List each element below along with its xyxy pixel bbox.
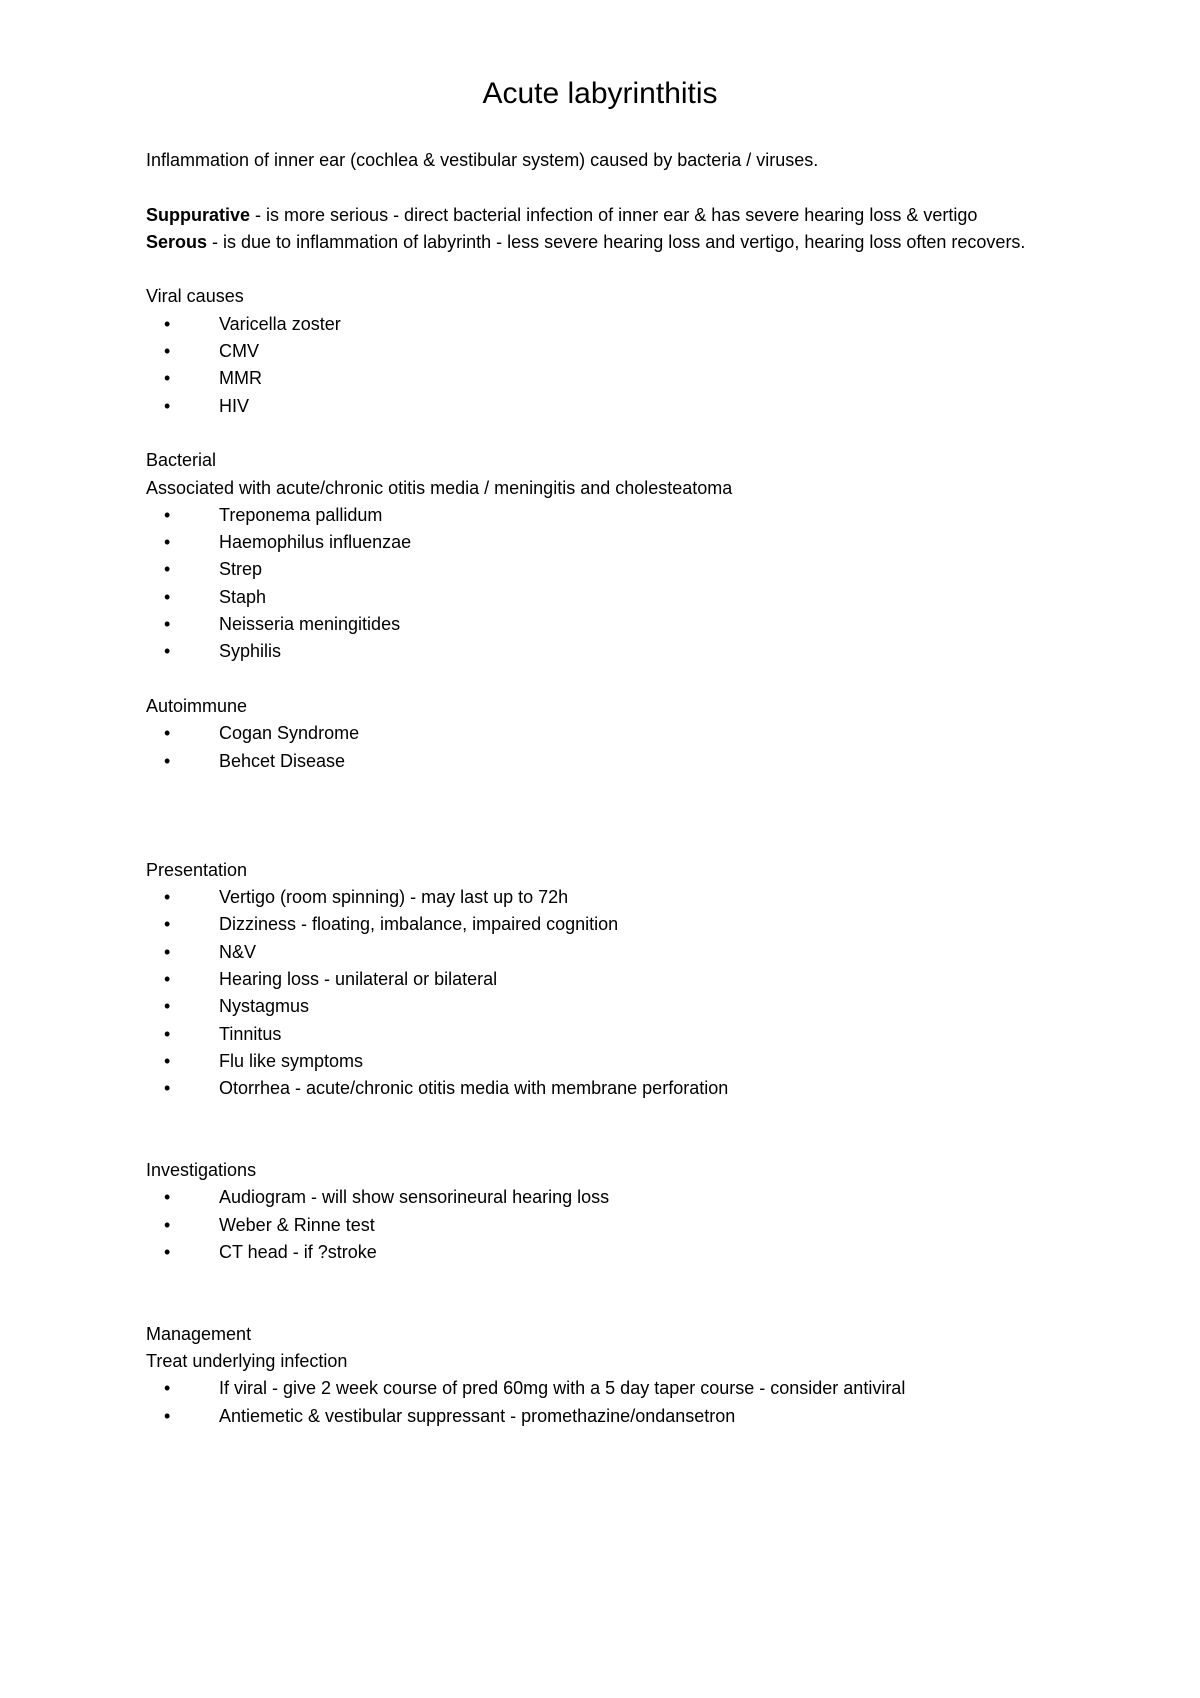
suppurative-term: Suppurative <box>146 204 251 225</box>
list-item <box>146 556 1066 583</box>
list-item <box>146 966 1066 993</box>
list-item <box>146 529 1066 556</box>
list-item <box>146 1075 1066 1102</box>
bullet-icon: • <box>164 887 171 908</box>
bullet-icon: • <box>164 504 171 525</box>
bullet-icon: • <box>164 750 171 771</box>
list-item-text: Cogan Syndrome <box>219 723 360 744</box>
list-item-text: Antiemetic & vestibular suppressant - promethazine/ondansetron <box>219 1405 736 1426</box>
document-title: Acute labyrinthitis <box>482 77 718 110</box>
bullet-icon: • <box>164 1187 171 1208</box>
bullet-icon: • <box>164 1078 171 1099</box>
bullet-icon: • <box>164 996 171 1017</box>
bullet-icon: • <box>164 559 171 580</box>
list-item <box>146 720 1066 747</box>
list-item <box>146 1021 1066 1048</box>
list-item-text: Behcet Disease <box>219 750 346 771</box>
bullet-icon: • <box>164 341 171 362</box>
viral-heading: Viral causes <box>146 286 244 307</box>
list-item <box>146 884 1066 911</box>
bullet-icon: • <box>164 723 171 744</box>
bullet-icon: • <box>164 968 171 989</box>
bullet-icon: • <box>164 532 171 553</box>
investigations-list <box>146 1184 1066 1266</box>
presentation-list <box>146 884 1066 1102</box>
list-item-text: HIV <box>219 395 250 416</box>
bullet-icon: • <box>164 1023 171 1044</box>
suppurative-paragraph <box>146 202 1066 229</box>
list-item-text: Nystagmus <box>219 996 310 1017</box>
list-item <box>146 748 1066 775</box>
bullet-icon: • <box>164 1405 171 1426</box>
list-item-text: Otorrhea - acute/chronic otitis media with membrane perforation <box>219 1078 729 1099</box>
bacterial-subheading: Associated with acute/chronic otitis media / meningitis and cholesteatoma <box>146 477 733 498</box>
list-item-text: Audiogram - will show sensorineural hearing loss <box>219 1187 610 1208</box>
bacterial-list <box>146 502 1066 666</box>
serous-paragraph <box>146 229 1066 256</box>
management-list <box>146 1375 1066 1430</box>
list-item <box>146 1375 1066 1402</box>
list-item <box>146 1239 1066 1266</box>
management-heading: Management <box>146 1323 252 1344</box>
bullet-icon: • <box>164 586 171 607</box>
viral-list <box>146 311 1066 420</box>
list-item-text: Weber & Rinne test <box>219 1214 375 1235</box>
list-item <box>146 393 1066 420</box>
suppurative-text: - is more serious - direct bacterial infection of inner ear & has severe hearing loss & vertigo <box>250 204 978 225</box>
serous-text: - is due to inflammation of labyrinth - less severe hearing loss and vertigo, hearing loss often recovers. <box>207 231 1026 252</box>
list-item-text: Flu like symptoms <box>219 1050 364 1071</box>
list-item-text: Hearing loss - unilateral or bilateral <box>219 968 498 989</box>
list-item-text: MMR <box>219 368 262 389</box>
list-item <box>146 911 1066 938</box>
bullet-icon: • <box>164 1241 171 1262</box>
list-item <box>146 338 1066 365</box>
bullet-icon: • <box>164 1378 171 1399</box>
list-item <box>146 638 1066 665</box>
list-item-text: CT head - if ?stroke <box>219 1241 377 1262</box>
list-item-text: Staph <box>219 586 267 607</box>
bullet-icon: • <box>164 368 171 389</box>
list-item-text: Tinnitus <box>219 1023 282 1044</box>
list-item <box>146 311 1066 338</box>
list-item-text: Syphilis <box>219 641 282 662</box>
presentation-heading: Presentation <box>146 859 248 880</box>
list-item-text: N&V <box>219 941 257 962</box>
management-subheading: Treat underlying infection <box>146 1351 348 1372</box>
list-item-text: Strep <box>219 559 263 580</box>
list-item <box>146 365 1066 392</box>
bullet-icon: • <box>164 914 171 935</box>
list-item <box>146 939 1066 966</box>
list-item-text: CMV <box>219 341 259 362</box>
list-item <box>146 502 1066 529</box>
bullet-icon: • <box>164 641 171 662</box>
list-item <box>146 1212 1066 1239</box>
serous-term: Serous <box>146 231 208 252</box>
bullet-icon: • <box>164 313 171 334</box>
bullet-icon: • <box>164 941 171 962</box>
list-item-text: Treponema pallidum <box>219 504 383 525</box>
list-item <box>146 993 1066 1020</box>
bullet-icon: • <box>164 1050 171 1071</box>
list-item <box>146 584 1066 611</box>
intro-paragraph: Inflammation of inner ear (cochlea & vestibular system) caused by bacteria / viruses. <box>146 150 819 170</box>
list-item <box>146 611 1066 638</box>
list-item-text: Neisseria meningitides <box>219 614 401 635</box>
list-item <box>146 1184 1066 1211</box>
list-item-text: If viral - give 2 week course of pred 60mg with a 5 day taper course - consider antiviral <box>219 1378 906 1399</box>
list-item-text: Haemophilus influenzae <box>219 532 412 553</box>
autoimmune-list <box>146 720 1066 775</box>
list-item-text: Dizziness - floating, imbalance, impaired cognition <box>219 914 619 935</box>
list-item <box>146 1403 1066 1430</box>
bullet-icon: • <box>164 395 171 416</box>
list-item <box>146 1048 1066 1075</box>
investigations-heading: Investigations <box>146 1159 257 1180</box>
document-body <box>146 147 1066 1430</box>
list-item-text: Varicella zoster <box>219 313 341 334</box>
bacterial-heading: Bacterial <box>146 450 217 471</box>
bullet-icon: • <box>164 1214 171 1235</box>
bullet-icon: • <box>164 614 171 635</box>
autoimmune-heading: Autoimmune <box>146 695 248 716</box>
list-item-text: Vertigo (room spinning) - may last up to 72h <box>219 887 569 908</box>
